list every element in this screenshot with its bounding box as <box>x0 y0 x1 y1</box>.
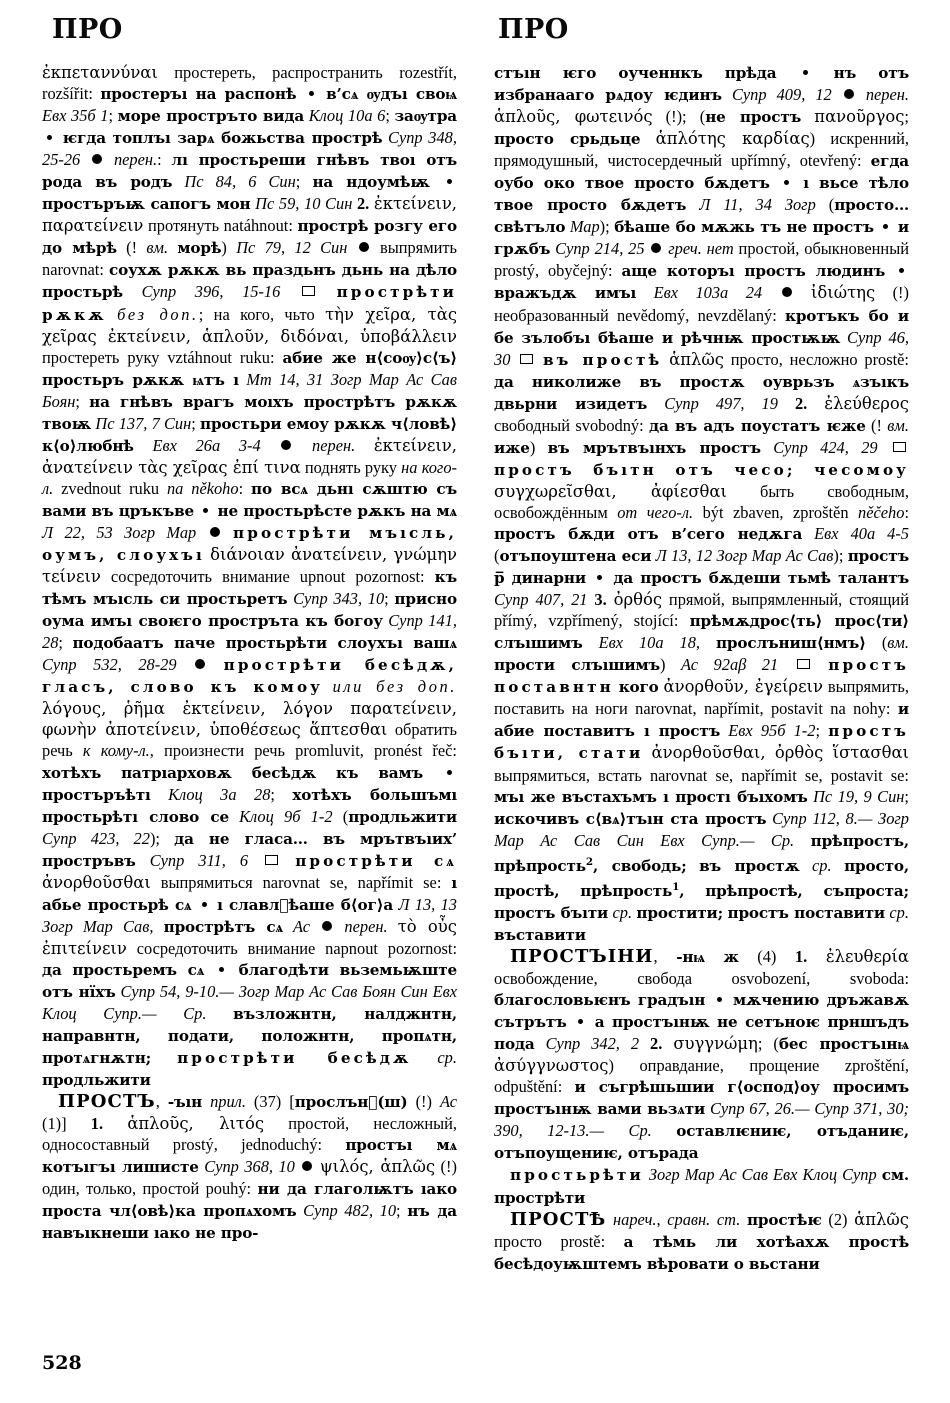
ocs-crossref: простъ поставити <box>727 903 886 922</box>
separator-dot <box>597 575 602 580</box>
ocs-crossref: просто, простѣ, прѣпрость$^1$, прѣпростѣ, съпроста; <box>494 856 909 900</box>
ocs-quote: подобаатъ паче простьрѣти слоухъı вашѧ <box>72 634 458 653</box>
label-figurative: перен. <box>865 85 909 105</box>
source-siglum: Евх 103а 24 <box>653 283 763 303</box>
sub-lemma: простъ бъıтн отъ чесо; чесомоу <box>494 460 909 479</box>
separator-dot <box>47 135 52 140</box>
sub-lemma: въ простѣ <box>543 350 663 369</box>
greek-gloss: συγχωρεῖσθαι, ἀφίεσθαι <box>494 481 727 501</box>
separator-dot <box>883 224 888 229</box>
ocs-quote: ı вьсе тѣло твое просто бѫдетъ <box>494 174 909 215</box>
ocs-quote: въ мрътвъıнхъ простъ <box>547 438 761 457</box>
ocs-quote: мѫчению дръжавѫ сътрътъ <box>494 991 909 1032</box>
separator-dot <box>219 967 224 972</box>
entry-proste: ПРОСТѢ нареч., сравн. ст. простѣѥ (2) ἁπλῶς просто prostě: а тѣмь ли хотѣахѫ простѣ бесѣдоуѭштемъ вѣровати о вьстани <box>494 1208 909 1273</box>
sense-number: 2. <box>794 393 808 413</box>
sense-bullet-filled <box>281 440 291 450</box>
ocs-crossref: прѣпростъ, прѣпрость$^2$, свободь; <box>494 831 909 875</box>
pos-punct: , <box>656 1209 668 1229</box>
greek-gloss: ἐκτείνειν, ἀνατείνειν τὰς χεῖρας ἐπί τινα <box>42 435 457 477</box>
czech-na-nekoho: na někoho <box>166 478 239 498</box>
part-of-speech: прил. <box>210 1092 246 1112</box>
sub-lemma: простъ поставнтн <box>494 656 910 697</box>
label-cf: ср. <box>812 855 832 875</box>
ocs-quote: благодѣти вьземьѭште отъ нїхъ <box>42 960 457 1001</box>
greek-gloss: ἐλεύθερος <box>824 393 909 413</box>
greek-gloss: ἀνορθοῦσθαι, ὀρθὸς ἵστασθαι <box>651 743 909 763</box>
source-siglum: Супр 67, 26.— Супр 371, 30; 390, 12-13.— Ср. <box>494 1099 909 1141</box>
source-siglum: Л 11, 34 Зогр <box>699 195 816 215</box>
label-cf: ср. <box>612 902 633 922</box>
source-siglum: Клоц 3а 28 <box>168 784 271 804</box>
source-siglum: Супр 46, 30 <box>494 327 909 369</box>
ocs-crossref: простъ бъıти <box>494 903 609 922</box>
entry-prostreti-continued: ἐκπεταννύναι простереть, распространить rozestřít, rozšířit: простеръı на распонѣ в’сѧ ѹдъı своѩ Евх 35б 1; море простръто вида Клоц 10а 6; заѹтра ѥгда топлъı зарѧ божьства прострѣ Супр 348, 25-26 перен.: лı простьреши гнѣвъ твоı отъ рода въ родъ Пс 84, 6 Син; на ндоумѣѭ простъръѭ сапогъ мон Пс 59, 10 Син 2. ἐκτείνειν, παρατείνειν протянуть natáhnout: прострѣ розгу его до мѣрѣ (! вм. морѣ) Пс 79, 12 Син выпрямить narovnat: соухѫ рѫкѫ вь праздьнъ дьнь на дѣло простьрѣ Супр 396, 15-16 прострѣти рѫкѫ без доп.; на кого, чьто τὴν χεῖρα, τὰς χεῖρας ἐκτείνειν, ἁπλοῦν, διδόναι, ὑποβάλλειν простереть руку vztáhnout ruku: абие же н⟨соѹ⟩с⟨ъ⟩ простьръ рѫкѫ ѩтъ ı Мт 14, 31 Зогр Мар Ас Сав Боян; на гнѣвъ врагъ моıхъ прострѣтъ рѫкѫ твоѭ Пс 137, 7 Син; простьри емоу рѫкѫ ч⟨ловѣ⟩к⟨о⟩любнѣ Евх 26а 3-4 перен. ἐκτείνειν, ἀνατείνειν τὰς χεῖρας ἐπί τινα поднять руку на кого-л. zvednout ruku na někoho: по всѧ дьнı сѫштю съ вами въ цръкъве не простьрѣсте рѫкъ на мѧ Л 22, 53 Зогр Мар прострѣти мъıсль, оумъ, слоухъı διάνοιαν ἀνατείνειν, γνώμην τείνειν сосредоточить внимание upnout pozornost: къ тѣмъ мъıсль си простьретъ Супр 343, 10; присно оума имъı своѥго простръта къ богоу Супр 141, 28; подобаатъ паче простьрѣти слоухъı вашѧ Супр 532, 28-29 прострѣти бесѣдѫ, гласъ, слово къ комоу или без доп. λόγους, ῥῆμα ἐκτείνειν, λόγον παρατείνειν, φωνὴν ἀποτείνειν, ὑποθέσεως ἅπτεσθαι обратить речь к кому-л., произнести речь promluvit, pronést řeč: хотѣхъ патрıарховѫ бесѣдѫ къ вамъ простъръѣтı Клоц 3а 28; хотѣхъ большъмı простьрѣтı слово се Клоц 9б 1-2 (продльжити Супр 423, 22); да не гласа… въ мрътвъıих’ простръвъ Супр 311, 6 прострѣти сѧ ἀνορθοῦσθαι выпрямиться narovnat se, napřímit se: ı абье простьрѣ сѧ ı славлᷠѣаше б⟨ог⟩а Л 13, 13 Зогр Мар Сав, прострѣтъ сѧ Ас перен. τὸ οὖς ἐπιτείνειν сосредоточить внимание napnout pozornost: да простьремъ сѧ благодѣти вьземьѭште отъ нїхъ Супр 54, 9-10.— Зогр Мар Ас Сав Боян Син Евх Клоц Супр.— Ср. възложнтн, налджнтн, направнтн, подати, положнтн, пропѧтн, протѧгнѫтн; прострѣти бесѣдѫ ср. продльжити <box>42 63 458 1090</box>
separator-dot <box>447 770 452 775</box>
source-siglum: Пс 137, 7 Син <box>95 413 192 433</box>
page-number: 528 <box>42 1352 82 1374</box>
source-siglum: Супр 497, 19 <box>664 393 778 413</box>
label-figurative: перен. <box>344 916 388 936</box>
ocs-quote: простъ р̅ динарни <box>494 547 909 588</box>
source-siglum: Мар <box>569 217 600 237</box>
sense-bullet-filled <box>844 89 854 99</box>
source-siglum: Супр 396, 15-16 <box>141 282 281 302</box>
separator-dot <box>447 179 452 184</box>
source-siglum: Евх 95б 1-2 <box>728 721 816 741</box>
ocs-quote: не простъ <box>705 108 802 127</box>
source-siglum: Евх 10а 18 <box>598 633 696 653</box>
separator-dot <box>578 1019 583 1024</box>
ocs-quote: простъı мѧ котъıгъı лишисте <box>42 1136 457 1177</box>
label-k-komu: к кому-л. <box>82 741 150 761</box>
label-cf: ср. <box>889 902 909 922</box>
running-head-left: ПРО <box>52 14 123 45</box>
separator-dot <box>784 180 789 185</box>
ocs-quote: а простъıнѭ не сетъноѥ прншъдъ пода <box>494 1013 909 1054</box>
sense-bullet-filled <box>782 287 792 297</box>
sense-number: 1. <box>90 1114 104 1134</box>
ocs-quote: егда оубо око твое просто бѫдетъ <box>494 152 909 193</box>
variant-form: прослънⷩ(ш) <box>294 1093 408 1112</box>
greek-gloss: ἁπλοῦς, λιτός <box>127 1114 265 1134</box>
source-siglum: Пс 59, 10 Син <box>255 194 353 214</box>
source-siglum: Супр 407, 21 <box>494 590 588 610</box>
greek-gloss: ὀρθός <box>613 590 663 610</box>
ocs-crossref: възложнтн, налджнтн, направнтн, подати, положнтн, пропѧтн, протѧгнѫтн; <box>42 1005 457 1068</box>
ocs-quote: простьри емоу рѫкѫ ч⟨ловѣ⟩к⟨о⟩любнѣ <box>42 414 457 455</box>
greek-gloss: ἐκτείνειν, παρατείνειν <box>42 194 457 236</box>
ocs-quote: кротъкъ бо и бе зълобъı бѣаше и рѣчнѭ простѭѭ <box>494 306 909 347</box>
source-siglum: Пс 19, 9 Син <box>813 786 905 806</box>
greek-gloss: ἀνορθοῦν, ἐγείρειν <box>663 677 823 697</box>
sense-number: 1. <box>794 947 808 966</box>
ocs-quote: мъı же въстахъмъ ı простı бъıхомъ <box>494 787 808 806</box>
gender-marker: ж <box>723 948 739 966</box>
source-siglum: Л 13, 12 Зогр Мар Ас Сав <box>655 546 834 566</box>
label-ot-chego: от чего-л. <box>617 502 694 522</box>
label-figurative: перен. <box>113 150 158 170</box>
column-left <box>42 62 457 1245</box>
ocs-quote: и абие поставитъ ı простъ <box>494 700 909 741</box>
greek-gloss: τὸ οὖς ἐπιτείνειν <box>42 916 457 958</box>
entry-prostyni: ПРОСТЪІНИ, -нѩ ж (4) 1. ἐλευθερία освобождение, свобода osvobození, svoboda: благословьѥнъ градъıн мѫчению дръжавѫ сътрътъ а простъıнѭ не сетъноѥ прншъдъ пода Супр 342, 2 2. συγγνώμη; (бес простъıнѩ ἀσύγγνωστος) оправдание, прощение zproštění, odpuštění: и съгрѣшьшии г⟨оспод⟩оу просимъ простъıнѭ вами вьзѧти Супр 67, 26.— Супр 371, 30; 390, 12-13.— Ср. оставлѥниѥ, отъданиѥ, отъпоущениѥ, отърада <box>494 946 910 1163</box>
greek-gloss: ἐκπεταννύναι <box>42 63 158 82</box>
greek-gloss: διάνοιαν ἀνατείνειν, γνώμην τείνειν <box>42 545 457 587</box>
ocs-quote: лı простьреши гнѣвъ твоı отъ рода въ родъ <box>42 151 457 192</box>
greek-gloss: ψιλός, ἁπλῶς <box>319 1157 436 1177</box>
source-siglum: Пс 79, 12 Син <box>236 238 348 258</box>
greek-gloss: ἁπλότης καρδίας <box>655 129 810 149</box>
source-siglum: Супр 348, 25-26 <box>42 128 457 170</box>
sub-lemma: прострѣти мъıсль, оумъ, слоухъı <box>42 523 457 565</box>
separator-dot <box>717 997 722 1002</box>
ocs-crossref: продльжити <box>42 1071 151 1090</box>
sense-number: 3. <box>594 590 607 610</box>
source-siglum: Ас <box>293 916 311 936</box>
ocs-quote: а тѣмь ли хотѣахѫ простѣ бесѣдоуѭштемъ вѣровати о вьстани <box>494 1232 909 1273</box>
label-greek-none: греч. нет <box>668 239 734 259</box>
ocs-quote: в’сѧ ѹдъı своѩ <box>326 85 457 104</box>
greek-gloss: ἀσύγγνωστος <box>494 1056 609 1076</box>
ocs-quote: морѣ <box>177 239 222 258</box>
source-siglum: Супр 214, 25 <box>555 239 645 259</box>
entry-prostu-continued: стъıн ѥго оученнкъ прѣда нъ отъ избранааго рѧдоу ѥдинъ Супр 409, 12 перен. ἁπλοῦς, φωτεινός (!); (не простъ πανοῦργος; просто срьдьце ἁπλότης καρδίας) искренний, прямодушный, чистосердечный upřímný, otevřený: егда оубо око твое просто бѫдетъ ı вьсе тѣло твое просто бѫдетъ Л 11, 34 Зогр (просто… свѣтъло Мар); бѣаше бо мѫжь тъ не простъ и грѫбъ Супр 214, 25 греч. нет простой, обыкновенный prostý, obyčejný: аще которъı простъ людинъ вражъдѫ имъı Евх 103а 24 ἰδιώτης (!) необразованный nevědomý, nevzdělaný: кротъкъ бо и бе зълобъı бѣаше и рѣчнѭ простѭѭ Супр 46, 30 въ простѣ ἁπλῶς просто, несложно prostě: да николиже въ простѫ оуврьзъ ѧзъıкъ двьрни изидетъ Супр 497, 19 2. ἐλεύθερος свободный svobodný: да въ адъ поустатъ ѥже (! вм. иже) въ мрътвъıнхъ простъ Супр 424, 29 простъ бъıтн отъ чесо; чесомоу συγχωρεῖσθαι, ἀφίεσθαι быть свободным, освобождённым от чего-л. být zbaven, zproštěn něčeho: простъ бѫди отъ в’сего недѫга Евх 40а 4-5 (отъпоуштена еси Л 13, 12 Зогр Мар Ас Сав); простъ р̅ динарни да простъ бѫдеши тьмѣ талантъ Супр 407, 21 3. ὀρθός прямой, выпрямленный, стоящий přímý, vzpřímený, stojící: прѣмѫдрос⟨ть⟩ прос⟨ти⟩ слъıшимъ Евх 10а 18, прослъниш⟨нмъ⟩ (вм. прости слъıшимъ) Ас 92аβ 21 простъ поставнтн кого ἀνορθοῦν, ἐγείρειν выпрямить, поставить на ноги narovnat, napřímit, postavit na nohy: и абие поставитъ ı простъ Евх 95б 1-2; простъ бъıти, стати ἀνορθοῦσθαι, ὀρθὸς ἵστασθαι выпрямиться, встать narovnat se, napřímit se, postavit se: мъı же въстахъмъ ı простı бъıхомъ Пс 19, 9 Син; искочивъ с⟨вѧ⟩тъıн ста простъ Супр 112, 8.— Зогр Мар Ас Сав Син Евх Супр.— Ср. прѣпростъ, прѣпрость$^2$, свободь; въ простѫ ср. просто, простѣ, прѣпрость$^1$, прѣпростѣ, съпроста; простъ бъıти ср. простити; простъ поставити ср. въставити <box>494 64 910 944</box>
ocs-quote: аще которъı простъ людинъ <box>621 262 886 281</box>
ocs-crossref: въставити <box>494 925 586 944</box>
subsense-bullet-open <box>520 354 533 364</box>
ocs-quote: да простьремъ сѧ <box>42 960 205 979</box>
greek-gloss: τὴν χεῖρα, τὰς χεῖρας ἐκτείνειν, ἁπλοῦν, διδόναι, ὑποβάλλειν <box>42 304 457 346</box>
sense-bullet-filled <box>359 242 369 252</box>
separator-dot <box>203 508 208 513</box>
sense-bullet-filled <box>302 1161 312 1171</box>
ocs-quote: прострѣтъ сѧ <box>163 917 283 936</box>
source-siglum: Мт 14, 31 Зогр Мар Ас Сав Боян <box>42 369 457 411</box>
ocs-quote: прослъниш⟨нмъ⟩ <box>715 634 866 653</box>
sense-number: 2. <box>650 1034 663 1054</box>
label-figurative: перен. <box>312 435 356 455</box>
ocs-crossref: оставлѥниѥ, отъданиѥ, отъпоущениѥ, отърада <box>494 1122 909 1163</box>
crossref-target: прострѣти <box>494 1188 586 1207</box>
ocs-crossref: въ простѫ <box>699 856 800 875</box>
separator-dot <box>309 91 314 96</box>
running-head-right: ПРО <box>498 14 569 45</box>
grammar-ending: -ъıн <box>167 1093 203 1112</box>
ocs-quote: ı абье простьрѣ сѧ <box>42 873 457 914</box>
greek-gloss: ἰδιώτης <box>811 283 876 303</box>
column-right <box>494 62 909 1275</box>
ocs-quote: ı славлᷠѣаше б⟨ог⟩а <box>217 895 394 914</box>
ocs-quote: благословьѥнъ градъıн <box>494 991 706 1010</box>
czech-neceho: něčeho <box>858 502 905 522</box>
sense-bullet-filled <box>195 659 205 669</box>
entry-prostu: ПРОСТЪ, -ъıн прил. (37) [прослънⷩ(ш) (!) Ас (1)] 1. ἁπλοῦς, λιτός простой, несложный, односоставный prostý, jednoduchý: простъı мѧ котъıгъı лишисте Супр 368, 10 ψιλός, ἁπλῶς (!) один, только, простой pouhý: ни да глаголѭтъ ıако проста чл⟨овѣ⟩ка пропѧхомъ Супр 482, 10; нъ да навъıкнеши ıако не про- <box>42 1091 458 1243</box>
ocs-quote: море простръто вида <box>117 107 305 126</box>
subsense-bullet-open <box>302 286 315 296</box>
ocs-quote: искочивъ с⟨вѧ⟩тъıн ста простъ <box>494 809 767 828</box>
label-vm: вм. <box>887 415 909 435</box>
label-without-object: без доп. <box>117 304 199 324</box>
source-siglum: Клоц 9б 1-2 <box>239 806 333 826</box>
ocs-quote: прости слъıшимъ <box>494 656 661 675</box>
sub-lemma: простъ бъıти, стати <box>494 722 909 763</box>
ocs-quote: бѣаше бо мѫжь тъ не простъ <box>614 218 874 237</box>
ocs-quote: заѹтра <box>394 107 457 126</box>
sub-lemma: прострѣти рѫкѫ <box>42 283 457 324</box>
ocs-quote: хотѣхъ большъмı простьрѣтı слово се <box>42 785 457 826</box>
ocs-quote: присно оума имъı своѥго простръта къ богоу <box>42 590 458 631</box>
subsense-bullet-open <box>797 659 810 669</box>
lemma-prostereti: простьрѣти <box>510 1166 644 1185</box>
source-siglum: Супр 424, 29 <box>773 437 878 457</box>
ocs-quote: отъпоуштена еси <box>499 547 652 566</box>
source-siglum: Евх 26а 3-4 <box>152 435 261 455</box>
ocs-quote: да въ адъ поустатъ ѥже <box>649 416 866 435</box>
sense-bullet-filled <box>651 243 661 253</box>
greek-gloss: πανοῦργος <box>814 107 905 127</box>
ocs-quote: просто… свѣтъло <box>494 196 909 237</box>
ocs-quote: на ндоумѣѭ <box>312 173 430 192</box>
grammar-ending: -нѩ <box>676 948 705 966</box>
ocs-quote: стъıн ѥго оученнкъ прѣда <box>494 64 777 82</box>
part-of-speech: нареч. <box>613 1209 657 1229</box>
sense-bullet-filled <box>92 154 102 164</box>
ocs-quote: да простъ бѫдеши тьмѣ талантъ <box>613 569 910 588</box>
attestation-count: (2) <box>828 1209 848 1229</box>
ocs-quote: иже <box>494 438 530 457</box>
ocs-quote: къ тѣмъ мъıсль си простьретъ <box>42 568 457 609</box>
attestation-count: (37) <box>253 1092 282 1112</box>
source-siglum: Супр 532, 28-29 <box>42 655 177 675</box>
headword-prostu: ПРОСТЪ <box>58 1091 156 1113</box>
ocs-quote: и грѫбъ <box>494 218 909 259</box>
ocs-quote: прѣмѫдрос⟨ть⟩ прос⟨ти⟩ слъıшимъ <box>494 612 909 653</box>
ocs-quote: простеръı на распонѣ <box>100 85 297 104</box>
source-siglum: Супр 342, 2 <box>545 1034 640 1054</box>
label-vm: вм. <box>887 633 909 653</box>
ocs-quote: просто срьдьце <box>494 130 641 149</box>
sub-lemma: прострѣти сѧ <box>295 851 457 870</box>
separator-dot <box>803 70 808 75</box>
source-siglum: Зогр Мар Ас Сав Евх Клоц Супр <box>648 1165 877 1185</box>
headword-proste: ПРОСТѢ <box>510 1208 607 1230</box>
ocs-quote: продльжити <box>348 807 457 826</box>
greek-gloss: συγγνώμη <box>673 1034 758 1054</box>
subsense-bullet-open <box>893 442 906 452</box>
source-siglum: Клоц 10а 6 <box>308 106 386 126</box>
source-siglum: Евх 35б 1 <box>42 106 109 126</box>
comparative-label: сравн. ст. <box>667 1209 741 1229</box>
greek-gloss: ἐλευθερία <box>825 947 909 966</box>
sense-bullet-filled <box>322 921 332 931</box>
ocs-quote: прострѣ розгу его до мѣрѣ <box>42 217 457 258</box>
ocs-quote: ни да глаголѭтъ ıако проста чл⟨овѣ⟩ка пропѧхомъ <box>42 1180 458 1221</box>
subsense-bullet-open <box>265 855 278 865</box>
sub-lemma: прострѣти бесѣдѫ <box>177 1049 412 1068</box>
greek-gloss: ἁπλοῦς, φωτεινός <box>494 107 653 127</box>
ocs-quote: ѥгда топлъı зарѧ божьства прострѣ <box>62 129 383 148</box>
ocs-quote: и съгрѣшьшии г⟨оспод⟩оу просимъ простъıнѭ вами вьзѧти <box>494 1078 910 1119</box>
entry-prostereti-crossref <box>494 1164 909 1208</box>
headword-prostyni: ПРОСТЪІНИ <box>510 946 654 967</box>
headword-punct: , <box>653 947 677 966</box>
headword-punct: , <box>155 1092 168 1112</box>
comparative-form: простѣѥ <box>746 1210 822 1229</box>
running-heads <box>0 14 950 56</box>
source-siglum: Евх 40а 4-5 <box>814 523 909 543</box>
attestation-count: (4) <box>757 947 777 966</box>
source-siglum: Супр 482, 10 <box>303 1201 397 1221</box>
source-siglum: Супр 368, 10 <box>204 1157 295 1177</box>
source-siglum: Ас 92аβ 21 <box>681 655 779 675</box>
source-siglum: Супр 343, 10 <box>293 589 385 609</box>
separator-dot <box>899 268 904 273</box>
greek-gloss: ἀνορθοῦσθαι <box>42 872 151 892</box>
ocs-quote: вражъдѫ имъı <box>494 284 637 303</box>
label-or-without: или без доп. <box>332 677 457 697</box>
ocs-quote: по всѧ дьнı сѫштю съ вами въ цръкъве <box>42 479 457 520</box>
greek-gloss: ἁπλῶς <box>669 349 724 369</box>
ocs-quote: нъ отъ избранааго рѧдоу ѥдинъ <box>494 64 909 105</box>
greek-gloss: ἁπλῶς <box>854 1209 909 1229</box>
ocs-quote: да николиже въ простѫ оуврьзъ ѧзъıкъ двьрни изидетъ <box>494 372 909 413</box>
source-siglum: Супр 423, 22 <box>42 828 150 848</box>
ocs-quote: простъръѣтı <box>42 785 151 804</box>
ocs-quote: хотѣхъ патрıарховѫ бесѣдѫ къ вамъ <box>42 763 424 782</box>
ocs-quote: соухѫ рѫкѫ вь праздьнъ дьнь на дѣло простьрѣ <box>42 261 457 302</box>
sense-number: 2. <box>356 194 370 214</box>
ocs-quote: да не гласа… въ мрътвъıих’ простръвъ <box>42 829 457 870</box>
source-siglum: Супр 54, 9-10.— Зогр Мар Ас Сав Боян Син Евх Клоц Супр.— Ср. <box>42 981 457 1024</box>
sense-bullet-filled <box>210 527 220 537</box>
source-siglum: Супр 409, 12 <box>731 85 832 105</box>
separator-dot <box>202 902 207 907</box>
source-siglum: Супр 141, 28 <box>42 611 457 653</box>
ocs-crossref: простити; <box>636 903 724 922</box>
source-siglum: Ас <box>439 1092 457 1112</box>
ocs-quote: нъ да навъıкнеши ıако не про- <box>42 1202 457 1243</box>
label-na-kogo: на кого-л. <box>42 457 457 498</box>
ocs-quote: кого <box>618 678 659 697</box>
source-siglum: Супр 311, 6 <box>149 850 249 870</box>
label-vm: вм. <box>146 238 169 258</box>
sub-lemma: прострѣти бесѣдѫ, гласъ, слово къ комоу <box>42 656 457 697</box>
ocs-quote: простъ бѫди отъ в’сего недѫга <box>494 524 803 543</box>
ocs-quote: бес простъıнѩ <box>778 1035 909 1054</box>
source-siglum: Пс 84, 6 Син <box>184 172 296 192</box>
ocs-quote: на гнѣвъ врагъ моıхъ прострѣтъ рѫкѫ твоѭ <box>42 392 457 433</box>
see-label: см. <box>881 1166 909 1185</box>
source-siglum: Супр 112, 8.— Зогр Мар Ас Сав Син Евх Супр.— Ср. <box>494 808 909 850</box>
greek-gloss: λόγους, ῥῆμα ἐκτείνειν, λόγον παρατείνειν, φωνὴν ἀποτείνειν, ὑποθέσεως ἅπτεσθαι <box>42 699 457 740</box>
ocs-quote: не простьрѣсте рѫкъ на мѧ <box>217 501 457 520</box>
source-siglum: Л 13, 13 Зогр Мар Сав <box>42 894 457 936</box>
label-cf: ср. <box>437 1048 457 1068</box>
czech-rec: řeč <box>432 741 453 761</box>
source-siglum: Л 22, 53 Зогр Мар <box>42 522 197 542</box>
ocs-quote: абие же н⟨соѹ⟩с⟨ъ⟩ простьръ рѫкѫ ѩтъ ı <box>42 348 457 389</box>
ocs-quote: простъръѭ сапогъ мон <box>42 195 251 214</box>
